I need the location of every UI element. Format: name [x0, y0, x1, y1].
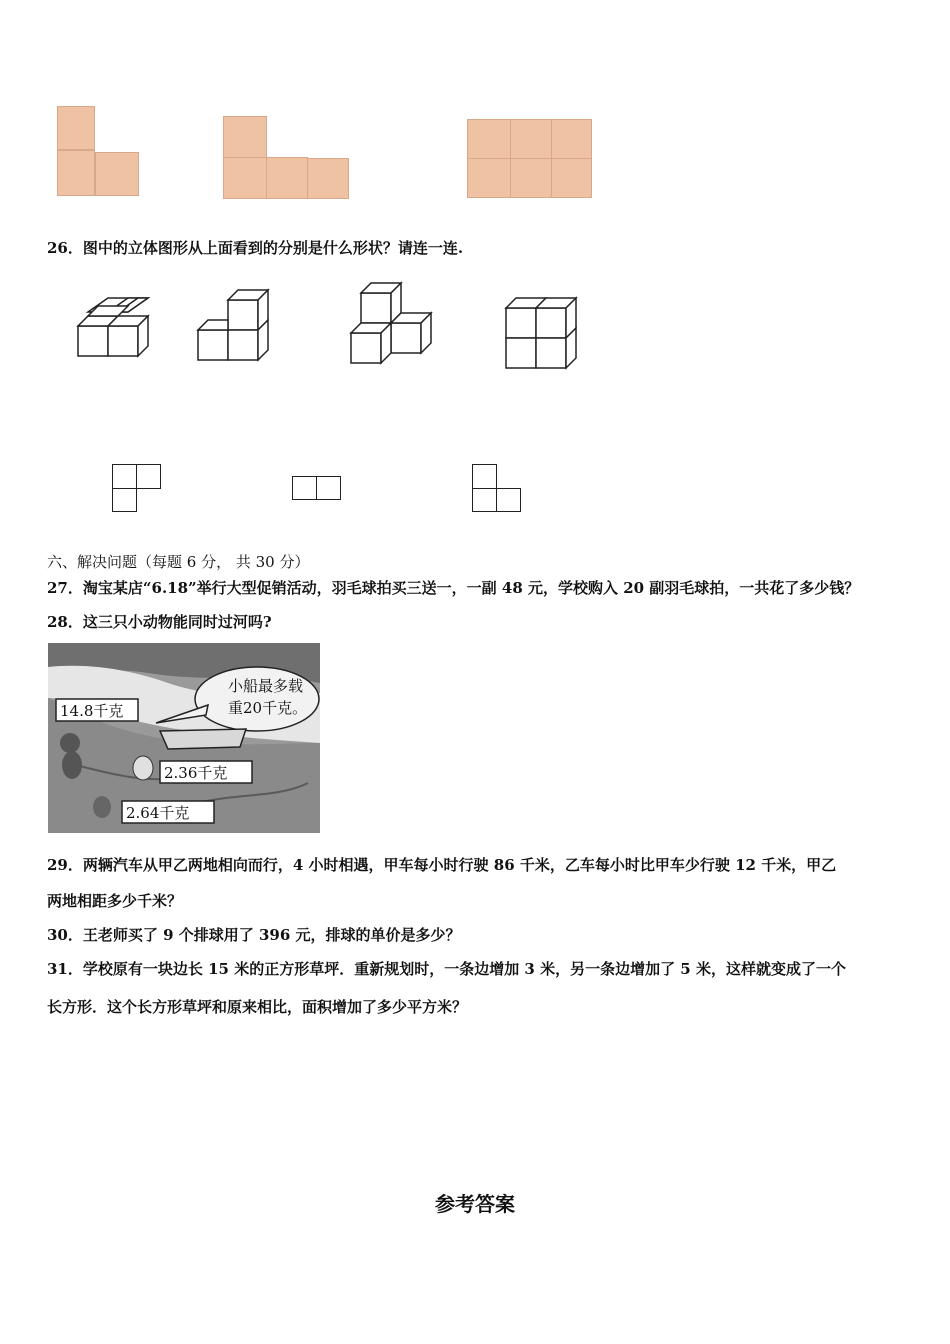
question-27: 27．淘宝某店“6.18”举行大型促销活动，羽毛球拍买三送一，一副 48 元，学校购入 20 副羽毛球拍，一共花了多少钱？ — [47, 579, 860, 597]
rabbit-icon — [133, 756, 153, 780]
cube-figures — [70, 278, 590, 378]
speech-line-2: 重20千克。 — [228, 699, 308, 717]
question-29-line-1: 29．两辆汽车从甲乙两地相向而行，4 小时相遇，甲车每小时行驶 86 千米，乙车每小时比甲车少行驶 12 千米，甲乙 — [47, 856, 837, 874]
cube-figure-a — [78, 298, 148, 356]
squirrel-icon — [93, 796, 111, 818]
section-6-heading: 六、解决问题（每题 6 分， 共 30 分） — [47, 553, 310, 571]
question-29-line-2: 两地相距多少千米？ — [47, 892, 183, 910]
cube-figure-d — [506, 298, 576, 368]
cube-figure-b — [198, 290, 268, 360]
question-28: 28．这三只小动物能同时过河吗? — [47, 613, 272, 631]
monkey-icon — [60, 733, 80, 753]
shaded-square — [510, 119, 552, 159]
tag-monkey-label: 14.8千克 — [60, 702, 124, 720]
shaded-square — [223, 157, 267, 199]
shaded-square — [510, 158, 552, 198]
shaded-square — [307, 158, 349, 199]
shaded-square — [57, 150, 95, 196]
answers-title: 参考答案 — [435, 1192, 515, 1216]
shaded-square — [551, 119, 592, 159]
shaded-square — [223, 116, 267, 158]
tag-rabbit-label: 2.36千克 — [164, 764, 228, 782]
question-30: 30．王老师买了 9 个排球用了 396 元，排球的单价是多少？ — [47, 926, 461, 944]
boat — [160, 729, 246, 749]
question-26: 26．图中的立体图形从上面看到的分别是什么形状？请连一连. — [47, 239, 464, 257]
speech-line-1: 小船最多载 — [228, 677, 304, 695]
shaded-square — [551, 158, 592, 198]
shaded-square — [266, 157, 308, 199]
shaded-square — [467, 158, 511, 198]
shaded-square — [467, 119, 511, 159]
tag-squirrel-label: 2.64千克 — [126, 804, 190, 822]
shaded-square — [57, 106, 95, 150]
question-31-line-2: 长方形．这个长方形草坪和原来相比，面积增加了多少平方米？ — [47, 998, 468, 1016]
cube-figure-c — [351, 283, 431, 363]
question-31-line-1: 31．学校原有一块边长 15 米的正方形草坪．重新规划时，一条边增加 3 米，另一条边增加了 5 米，这样就变成了一个 — [47, 960, 846, 978]
shaded-square — [95, 152, 139, 196]
river-illustration — [48, 643, 320, 833]
